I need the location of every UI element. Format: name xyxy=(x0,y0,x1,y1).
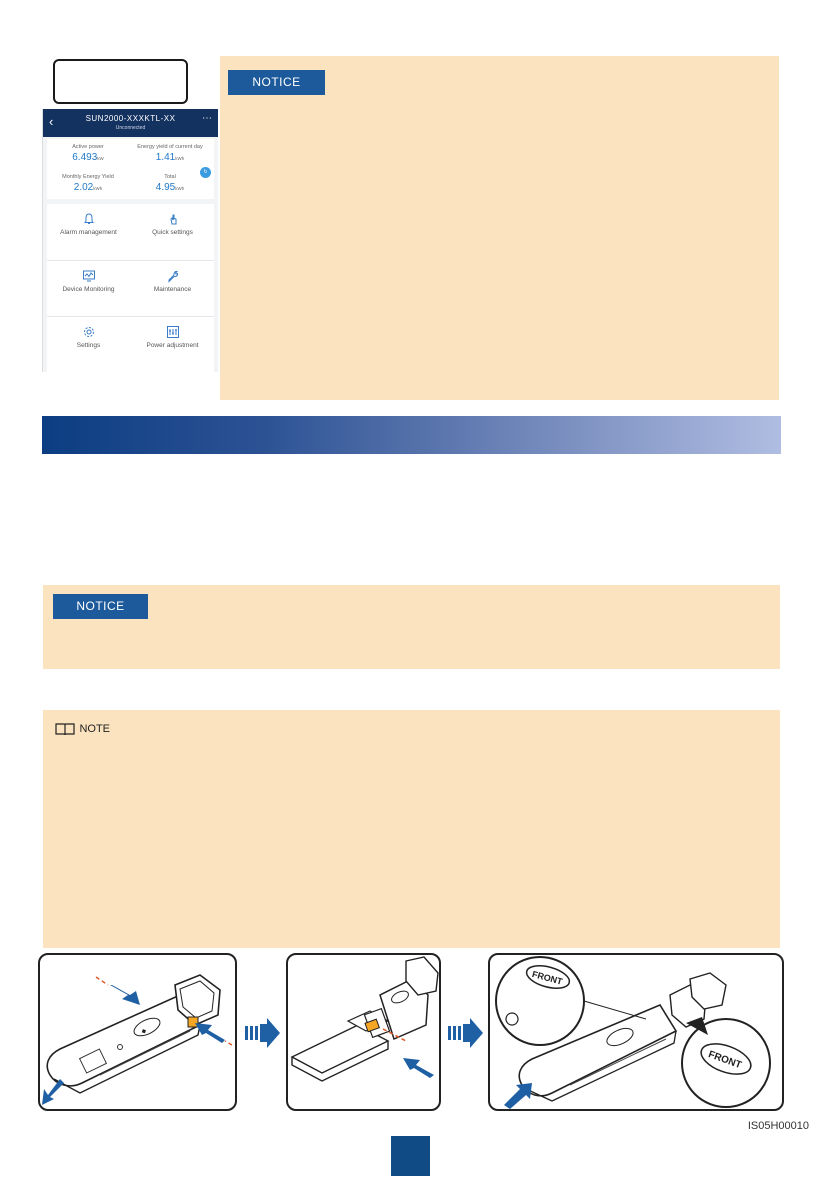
svg-text:◆: ◆ xyxy=(140,1028,148,1036)
connection-status: Unconnected xyxy=(115,125,146,131)
adjust-icon xyxy=(166,325,180,339)
sim-insert-illustration xyxy=(288,955,439,1109)
illustration-step-2 xyxy=(286,953,441,1111)
stat-value: 4.95kWh xyxy=(155,182,185,193)
book-icon xyxy=(55,722,75,736)
menu-item-quick-settings[interactable]: Quick settings xyxy=(131,204,214,259)
wrench-icon xyxy=(166,269,180,283)
app-header xyxy=(43,109,218,137)
app-screenshot xyxy=(42,109,218,372)
notice-badge: NOTICE xyxy=(53,594,148,619)
back-arrow-icon[interactable]: ‹ xyxy=(49,114,54,129)
stat-label: Active power xyxy=(72,144,104,150)
menu-item-power-adjustment[interactable]: Power adjustment xyxy=(131,317,214,372)
notice-panel-middle xyxy=(43,585,780,669)
more-icon[interactable]: ⋯ xyxy=(202,113,212,124)
menu-item-device-monitoring[interactable]: Device Monitoring xyxy=(47,261,130,316)
gear-icon xyxy=(82,325,96,339)
svg-text:FRONT: FRONT xyxy=(530,968,564,987)
stats-panel xyxy=(47,139,214,199)
note-header: NOTE xyxy=(55,720,110,736)
menu-item-settings[interactable]: Settings xyxy=(47,317,130,372)
notice-badge: NOTICE xyxy=(228,70,325,95)
notice-panel-top xyxy=(220,56,779,400)
front-orientation-illustration xyxy=(490,955,782,1109)
stat-label: Energy yield of current day xyxy=(137,144,203,150)
step-arrow-icon xyxy=(448,1018,484,1053)
illustration-step-3 xyxy=(488,953,784,1111)
page-number xyxy=(391,1136,430,1176)
refresh-icon[interactable]: ↻ xyxy=(200,167,211,178)
menu-item-alarm-management[interactable]: Alarm management xyxy=(47,204,130,259)
menu-item-maintenance[interactable]: Maintenance xyxy=(131,261,214,316)
blank-label-box xyxy=(53,59,188,104)
device-title: SUN2000-XXXKTL-XX xyxy=(85,114,176,123)
stat-value: 2.02kWh xyxy=(73,182,103,193)
dongle-illustration xyxy=(40,955,235,1109)
stat-label: Monthly Energy Yield xyxy=(62,174,114,180)
note-panel xyxy=(43,710,780,948)
figure-code: IS05H00010 xyxy=(747,1120,809,1132)
stat-value: 6.493kW xyxy=(72,152,104,163)
section-header-band xyxy=(42,416,781,454)
monitor-icon xyxy=(82,269,96,283)
menu-grid xyxy=(47,204,214,372)
stat-label: Total xyxy=(164,174,176,180)
bell-icon xyxy=(82,212,96,226)
hand-tap-icon xyxy=(166,212,180,226)
step-arrow-icon xyxy=(245,1018,281,1053)
svg-text:FRONT: FRONT xyxy=(706,1049,743,1072)
stat-value: 1.41kWh xyxy=(155,152,185,163)
illustration-step-1 xyxy=(38,953,237,1111)
